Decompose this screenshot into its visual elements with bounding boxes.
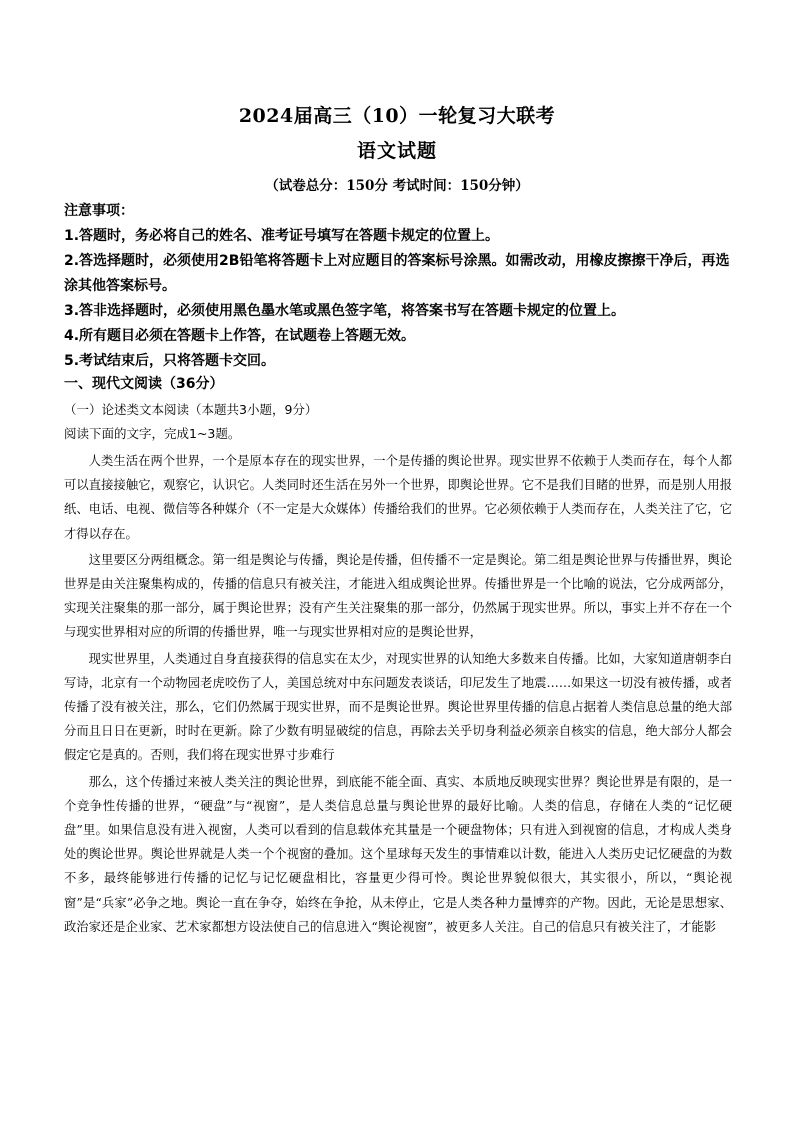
- passage-paragraph: 那么，这个传播过来被人类关注的舆论世界，到底能不能全面、真实、本质地反映现实世界？舆论世界是有限的，是一个竞争性传播的世界，“硬盘”与“视窗”，是人类信息总量与舆论世界的最好比喻。人类的信息，存储在人类的“记忆硬盘”里。如果信息没有进入视窗，人类可以看到的信息载体充其量是一个硬盘物体；只有进入到视窗的信息，才构成人类身处的舆论世界。舆论世界就是人类一个个视窗的叠加。这个星球每天发生的事情难以计数，能进入人类历史记忆硬盘的为数不多，最终能够进行传播的记忆与记忆硬盘相比，容量更少得可怜。舆论世界貌似很大，其实很小，所以，“舆论视窗”是“兵家”必争之地。舆论一直在争夺，始终在争抢，从未停止，它是人类各种力量博弈的产物。因此，无论是思想家、政治家还是企业家、艺术家都想方设法使自己的信息进入“舆论视窗”，被更多人关注。自己的信息只有被关注了，才能影: [64, 774, 732, 934]
- section-title: 一、现代文阅读（36分）: [64, 376, 224, 392]
- notes-heading: 注意事项：: [64, 203, 134, 219]
- exam-title: 2024届高三（10）一轮复习大联考: [238, 105, 556, 127]
- passage-paragraph: 这里要区分两组概念。第一组是舆论与传播，舆论是传播，但传播不一定是舆论。第二组是舆论世界与传播世界，舆论世界是由关注聚集构成的，传播的信息只有被关注，才能进入组成舆论世界。传播世界是一个比喻的说法，它分成两部分，实现关注聚集的那一部分，属于舆论世界；没有产生关注聚集的那一部分，仍然属于现实世界。所以，事实上并不存在一个与现实世界相对应的所谓的传播世界，唯一与现实世界相对应的是舆论世界，: [64, 552, 732, 640]
- passage: [64, 449, 732, 941]
- exam-meta: （试卷总分：150分 考试时间：150分钟）: [265, 178, 529, 194]
- section-subtitle: （一）论述类文本阅读（本题共3小题，9分）: [64, 402, 318, 417]
- passage-paragraph: 人类生活在两个世界，一个是原本存在的现实世界，一个是传播的舆论世界。现实世界不依赖于人类而存在，每个人都可以直接接触它，观察它，认识它。人类同时还生活在另外一个世界，即舆论世界。它不是我们目睹的世界，而是别人用报纸、电话、电视、微信等各种媒介（不一定是大众媒体）传播给我们的世界。它必须依赖于人类而存在，人类关注了它，它才得以存在。: [64, 454, 732, 541]
- subject-title: 语文试题: [356, 140, 437, 162]
- note-item: 3.答非选择题时，必须使用黑色墨水笔或黑色签字笔，将答案书写在答题卡规定的位置上。: [64, 303, 626, 319]
- note-item: 5.考试结束后，只将答题卡交回。: [64, 353, 276, 369]
- passage-paragraph: 现实世界里，人类通过自身直接获得的信息实在太少，对现实世界的认知绝大多数来自传播。比如，大家知道唐朝李白写诗，北京有一个动物园老虎咬伤了人，美国总统对中东问题发表谈话，印尼发生了地震……如果这一切没有被传播，或者传播了没有被关注，那么，它们仍然属于现实世界，而不是舆论世界。舆论世界里传播的信息占据着人类信息总量的绝大部分而且日日在更新，时时在更新。除了少数有明显破绽的信息，再除去关乎切身利益必须亲自核实的信息，绝大部分人都会假定它是真的。否则，我们将在现实世界寸步难行: [64, 651, 732, 763]
- note-item: 4.所有题目必须在答题卡上作答，在试题卷上答题无效。: [64, 328, 416, 344]
- note-item: 1.答题时，务必将自己的姓名、准考证号填写在答题卡规定的位置上。: [64, 228, 500, 244]
- notes-block: [64, 199, 736, 374]
- note-item: 2.答选择题时，必须使用2B铅笔将答题卡上对应题目的答案标号涂黑。如需改动，用橡皮擦擦干净后，再选涂其他答案标号。: [64, 253, 730, 294]
- section-instruction: 阅读下面的文字，完成1~3题。: [64, 426, 241, 441]
